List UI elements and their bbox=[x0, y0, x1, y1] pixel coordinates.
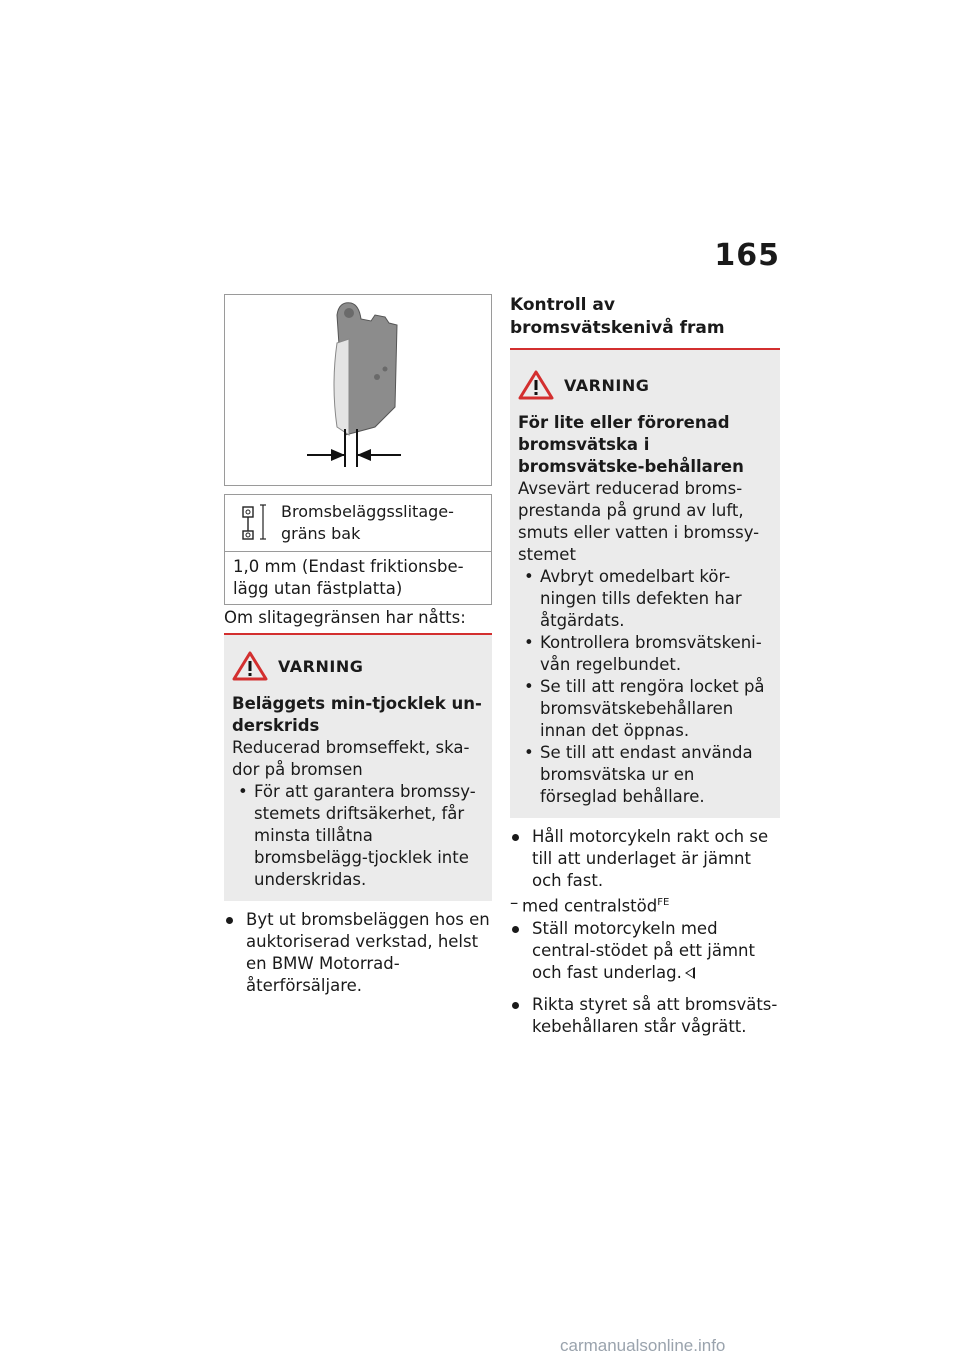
condition-text: med centralstöd bbox=[522, 896, 658, 916]
step-text: Rikta styret så att bromsväts-kebehållaren står vågrätt. bbox=[532, 994, 778, 1036]
condition-superscript: FE bbox=[657, 897, 670, 908]
warning-subtitle: För lite eller förorenad bromsvätska i bromsvätske-behållaren bbox=[518, 413, 744, 476]
brake-pad-wear-icon bbox=[233, 501, 273, 543]
section-heading: Kontroll av bromsvätskenivå fram bbox=[510, 295, 725, 338]
spec-row-label bbox=[225, 495, 491, 552]
warning-bullet: • Se till att endast använda bromsvätska ur en förseglad behållare. bbox=[518, 742, 772, 808]
warning-bullet: • Se till att rengöra locket på bromsvätskebehållaren innan det öppnas. bbox=[518, 676, 772, 742]
warning-subtitle: Beläggets min-tjocklek un-derskrids bbox=[232, 694, 482, 735]
spec-label: Bromsbeläggsslitage-gräns bak bbox=[281, 502, 454, 543]
page-number: 165 bbox=[714, 238, 780, 273]
warning-box-pad bbox=[224, 635, 492, 901]
step-hold-upright bbox=[510, 826, 780, 892]
warning-header bbox=[518, 370, 772, 400]
warning-title: VARNING bbox=[278, 656, 364, 676]
bullet-dot bbox=[512, 1002, 519, 1009]
warning-triangle-icon bbox=[518, 370, 554, 400]
end-mark-icon bbox=[685, 967, 695, 979]
step-text: Håll motorcykeln rakt och se till att underlaget är jämnt och fast. bbox=[532, 827, 769, 890]
step-text: Ställ motorcykeln med central-stödet på ett jämnt och fast underlag. bbox=[532, 918, 755, 982]
condition-center-stand bbox=[510, 892, 780, 918]
spec-table bbox=[224, 494, 492, 605]
warning-box-fluid bbox=[510, 350, 780, 818]
warning-body: Avsevärt reducerad broms-prestanda på grund av luft, smuts eller vatten i bromssy-stemet bbox=[518, 479, 760, 564]
warning-triangle-icon bbox=[232, 651, 268, 681]
bullet-dot bbox=[226, 917, 233, 924]
warning-title: VARNING bbox=[564, 375, 650, 395]
right-column bbox=[510, 294, 780, 1038]
spec-value: 1,0 mm (Endast friktionsbe-lägg utan fästplatta) bbox=[233, 557, 464, 598]
step-align-handlebar bbox=[510, 994, 780, 1038]
left-column bbox=[224, 294, 492, 997]
warning-bullet: • Avbryt omedelbart kör-ningen tills defekten har åtgärdats. bbox=[518, 566, 772, 632]
warning-bullet: • Kontrollera bromsvätskeni-vån regelbundet. bbox=[518, 632, 772, 676]
brake-pad-figure bbox=[224, 294, 492, 486]
warning-body: Reducerad bromseffekt, ska-dor på bromsen bbox=[232, 738, 470, 779]
step-text: Byt ut bromsbeläggen hos en auktoriserad verkstad, helst en BMW Motorrad-återförsäljare. bbox=[246, 910, 490, 995]
watermark: carmanualsonline.info bbox=[560, 1336, 726, 1355]
step-center-stand bbox=[510, 918, 780, 984]
warning-header bbox=[232, 651, 484, 681]
bullet-dot bbox=[512, 926, 519, 933]
bullet-dot bbox=[512, 834, 519, 841]
wear-limit-intro: Om slitagegränsen har nåtts: bbox=[224, 608, 466, 627]
step-replace-pads bbox=[224, 909, 492, 997]
warning-bullet: • För att garantera bromssy-stemets driftsäkerhet, får minsta tillåtna bromsbelägg-tjocklek inte underskridas. bbox=[232, 781, 484, 891]
